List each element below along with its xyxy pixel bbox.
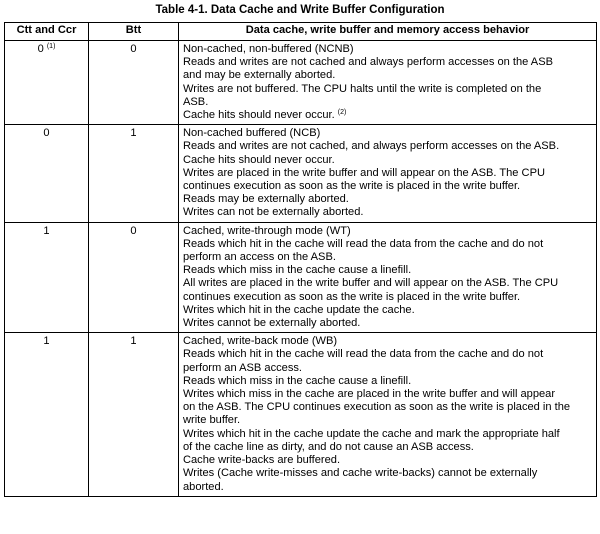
behavior-cell [179, 222, 597, 333]
behavior-line: Writes are placed in the write buffer and will appear on the ASB. The CPU [183, 166, 545, 179]
behavior-line: Writes can not be externally aborted. [183, 206, 364, 219]
ctt-cell: 1 [5, 222, 89, 333]
btt-cell: 0 [89, 222, 179, 333]
table-row-wt [5, 222, 597, 333]
behavior-line: of the cache line as dirty, and do not cause an ASB access. [183, 440, 474, 453]
behavior-line: All writes are placed in the write buffer and will appear on the ASB. The CPU [183, 277, 559, 290]
ctt-value: 0 [37, 43, 44, 55]
footnote-ref: (2) [337, 109, 347, 117]
behavior-text: Cache hits should never occur. [183, 109, 335, 122]
behavior-line: Reads which hit in the cache will read the data from the cache and do not [183, 348, 544, 361]
header-btt: Btt [89, 23, 179, 41]
behavior-line: perform an access on the ASB. [183, 251, 336, 264]
behavior-line: Reads which hit in the cache will read the data from the cache and do not [183, 237, 544, 250]
behavior-line: Cache hits should never occur. [183, 153, 335, 166]
behavior-line: Writes (Cache write-misses and cache write-backs) cannot be externally [183, 467, 538, 480]
behavior-line: aborted. [183, 480, 224, 493]
behavior-line: Reads and writes are not cached, and always perform accesses on the ASB. [183, 140, 560, 153]
behavior-line: Reads may be externally aborted. [183, 193, 349, 206]
mode-title: Non-cached, non-buffered (NCNB) [183, 43, 354, 55]
behavior-line: Writes which miss in the cache are placed in the write buffer and will appear [183, 388, 556, 401]
behavior-line: Writes which hit in the cache update the cache and mark the appropriate half [183, 427, 560, 440]
behavior-line: continues execution as soon as the write is placed in the write buffer. [183, 290, 521, 303]
table-row-wb [5, 333, 597, 496]
behavior-line: Reads which miss in the cache cause a linefill. [183, 264, 412, 277]
table-caption: Table 4-1. Data Cache and Write Buffer Configuration [155, 4, 445, 16]
table-header-row [5, 23, 597, 41]
behavior-line: Writes cannot be externally aborted. [183, 317, 361, 330]
table-row-ncnb [5, 41, 597, 125]
behavior-cell [179, 41, 597, 125]
behavior-line [183, 109, 592, 122]
mode-title: Non-cached buffered (NCB) [183, 127, 321, 140]
header-ctt-ccr: Ctt and Ccr [5, 23, 89, 41]
mode-title: Cached, write-back mode (WB) [183, 335, 338, 348]
ctt-cell [5, 41, 89, 125]
behavior-line: Cache write-backs are buffered. [183, 454, 341, 467]
ctt-cell: 0 [5, 125, 89, 222]
table-row-ncb [5, 125, 597, 222]
btt-cell: 1 [89, 333, 179, 496]
cache-config-table [4, 22, 597, 497]
behavior-cell [179, 333, 597, 496]
behavior-line: Writes which hit in the cache update the cache. [183, 303, 415, 316]
behavior-line: Reads which miss in the cache cause a linefill. [183, 374, 412, 387]
behavior-line: on the ASB. The CPU continues execution as soon as the write is placed in the [183, 401, 571, 414]
behavior-line: Writes are not buffered. The CPU halts until the write is completed on the [183, 82, 542, 95]
footnote-ref: (1) [46, 43, 56, 50]
behavior-line: perform an ASB access. [183, 361, 303, 374]
btt-cell: 0 [89, 41, 179, 125]
behavior-cell [179, 125, 597, 222]
header-behavior: Data cache, write buffer and memory access behavior [179, 23, 597, 41]
behavior-line: ASB. [183, 95, 209, 108]
behavior-line: and may be externally aborted. [183, 69, 336, 82]
ctt-cell: 1 [5, 333, 89, 496]
behavior-line: Reads and writes are not cached and always perform accesses on the ASB [183, 56, 553, 69]
behavior-line: continues execution as soon as the write is placed in the write buffer. [183, 180, 521, 193]
btt-cell: 1 [89, 125, 179, 222]
mode-title: Cached, write-through mode (WT) [183, 224, 351, 237]
behavior-line: write buffer. [183, 414, 241, 427]
